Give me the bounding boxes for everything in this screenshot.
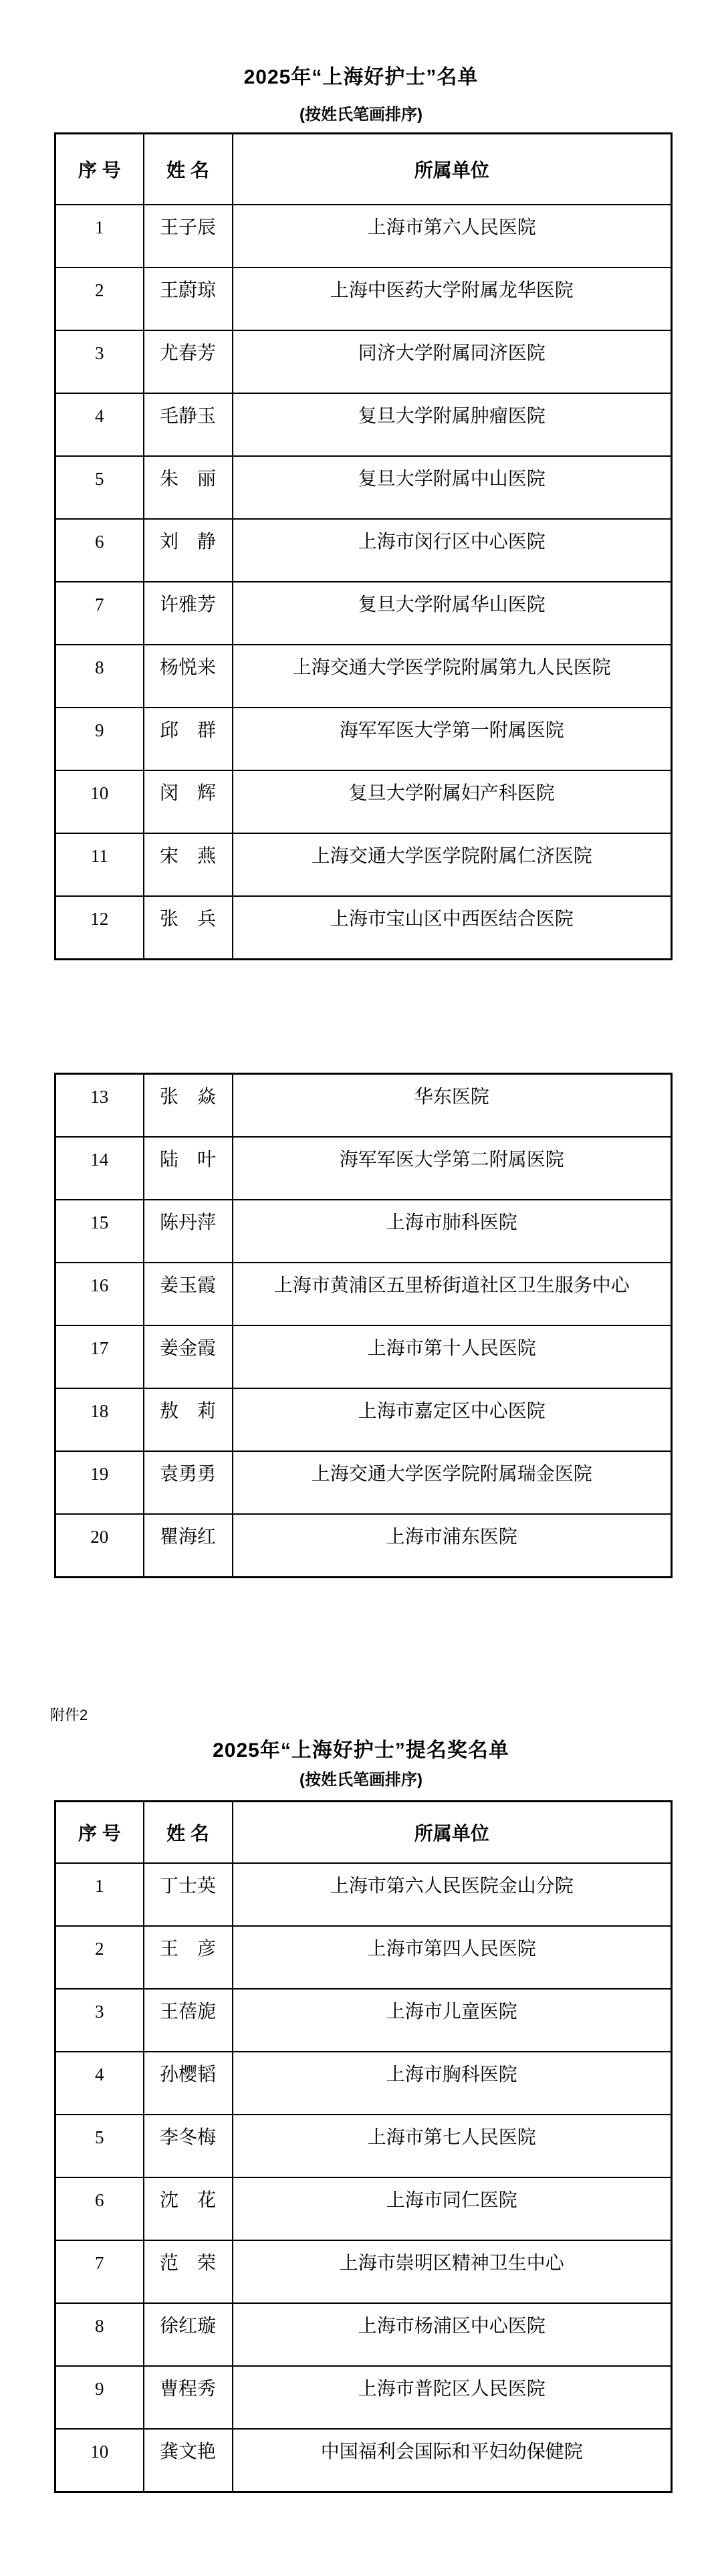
col-header-organization: 所属单位 (233, 134, 672, 205)
table-row (55, 2115, 672, 2177)
nurse-name: 范 荣 (144, 2240, 233, 2303)
nurse-name: 闵 辉 (144, 770, 233, 833)
header-row (55, 134, 672, 205)
table-row (55, 1926, 672, 1989)
col-header-organization: 所属单位 (233, 1802, 672, 1864)
table-row (55, 2366, 672, 2429)
row-index: 6 (55, 519, 144, 582)
table-row (55, 1263, 672, 1325)
organization: 上海市宝山区中西医结合医院 (233, 896, 672, 960)
row-index: 7 (55, 2240, 144, 2303)
row-index: 2 (55, 267, 144, 330)
table-row (55, 330, 672, 393)
nurse-name: 敖 莉 (144, 1388, 233, 1451)
row-index: 4 (55, 2052, 144, 2115)
sort-note-nominees: (按姓氏笔画排序) (299, 1771, 423, 1789)
table-row (55, 2303, 672, 2366)
table-row (55, 1074, 672, 1138)
organization: 中国福利会国际和平妇幼保健院 (233, 2429, 672, 2492)
nurse-name: 刘 静 (144, 519, 233, 582)
table-row (55, 267, 672, 330)
row-index: 8 (55, 2303, 144, 2366)
table-row (55, 1451, 672, 1514)
organization: 上海市第四人民医院 (233, 1926, 672, 1989)
organization: 上海市嘉定区中心医院 (233, 1388, 672, 1451)
organization: 上海市崇明区精神卫生中心 (233, 2240, 672, 2303)
organization: 海军军医大学第一附属医院 (233, 708, 672, 770)
organization: 复旦大学附属华山医院 (233, 582, 672, 645)
row-index: 10 (55, 2429, 144, 2492)
table-row (55, 1514, 672, 1578)
nurse-name: 毛静玉 (144, 393, 233, 456)
nurse-name: 杨悦来 (144, 645, 233, 708)
nurse-name: 王蓓旎 (144, 1989, 233, 2052)
organization: 海军军医大学第二附属医院 (233, 1137, 672, 1200)
col-header-name: 姓 名 (144, 1802, 233, 1864)
organization: 上海市第七人民医院 (233, 2115, 672, 2177)
col-header-name: 姓 名 (144, 134, 233, 205)
organization: 上海市第六人民医院金山分院 (233, 1863, 672, 1926)
table-row (55, 2052, 672, 2115)
row-index: 16 (55, 1263, 144, 1325)
organization: 上海中医药大学附属龙华医院 (233, 267, 672, 330)
table-row (55, 456, 672, 519)
header-row (55, 1802, 672, 1864)
nurse-name: 邱 群 (144, 708, 233, 770)
col-header-index: 序 号 (55, 134, 144, 205)
nominees-table (54, 1800, 673, 2493)
row-index: 14 (55, 1137, 144, 1200)
table-row (55, 1137, 672, 1200)
nurse-name: 曹程秀 (144, 2366, 233, 2429)
organization: 上海市第十人民医院 (233, 1325, 672, 1388)
row-index: 19 (55, 1451, 144, 1514)
table-row (55, 582, 672, 645)
organization: 上海市黄浦区五里桥街道社区卫生服务中心 (233, 1263, 672, 1325)
row-index: 4 (55, 393, 144, 456)
row-index: 8 (55, 645, 144, 708)
organization: 华东医院 (233, 1074, 672, 1138)
nurse-name: 孙樱韬 (144, 2052, 233, 2115)
organization: 上海市普陀区人民医院 (233, 2366, 672, 2429)
organization: 复旦大学附属中山医院 (233, 456, 672, 519)
organization: 上海交通大学医学院附属仁济医院 (233, 833, 672, 896)
row-index: 1 (55, 1863, 144, 1926)
col-header-index: 序 号 (55, 1802, 144, 1864)
awardees-table-page2 (54, 1073, 673, 1578)
nurse-name: 尤春芳 (144, 330, 233, 393)
nurse-name: 姜金霞 (144, 1325, 233, 1388)
row-index: 18 (55, 1388, 144, 1451)
table-row (55, 205, 672, 267)
table-row (55, 708, 672, 770)
table-row (55, 770, 672, 833)
nurse-name: 王子辰 (144, 205, 233, 267)
attachment-label: 附件2 (50, 1707, 88, 1723)
organization: 上海市闵行区中心医院 (233, 519, 672, 582)
table-row (55, 896, 672, 960)
nurse-name: 许雅芳 (144, 582, 233, 645)
nurse-name: 陈丹萍 (144, 1200, 233, 1263)
table-row (55, 2429, 672, 2492)
nurse-name: 王 彦 (144, 1926, 233, 1989)
nurse-name: 张 焱 (144, 1074, 233, 1138)
organization: 复旦大学附属妇产科医院 (233, 770, 672, 833)
table-row (55, 393, 672, 456)
row-index: 20 (55, 1514, 144, 1578)
nurse-name: 李冬梅 (144, 2115, 233, 2177)
nurse-name: 陆 叶 (144, 1137, 233, 1200)
row-index: 5 (55, 2115, 144, 2177)
table-row (55, 1989, 672, 2052)
row-index: 1 (55, 205, 144, 267)
nurse-name: 姜玉霞 (144, 1263, 233, 1325)
organization: 上海交通大学医学院附属第九人民医院 (233, 645, 672, 708)
nurse-name: 沈 花 (144, 2177, 233, 2240)
row-index: 15 (55, 1200, 144, 1263)
organization: 上海市肺科医院 (233, 1200, 672, 1263)
row-index: 6 (55, 2177, 144, 2240)
nurse-name: 徐红璇 (144, 2303, 233, 2366)
organization: 上海交通大学医学院附属瑞金医院 (233, 1451, 672, 1514)
organization: 上海市杨浦区中心医院 (233, 2303, 672, 2366)
organization: 上海市儿童医院 (233, 1989, 672, 2052)
nurse-name: 王蔚琼 (144, 267, 233, 330)
organization: 上海市第六人民医院 (233, 205, 672, 267)
nurse-name: 丁士英 (144, 1863, 233, 1926)
table-row (55, 1200, 672, 1263)
table-row (55, 1388, 672, 1451)
row-index: 9 (55, 708, 144, 770)
organization: 上海市胸科医院 (233, 2052, 672, 2115)
nurse-name: 宋 燕 (144, 833, 233, 896)
row-index: 3 (55, 330, 144, 393)
table-row (55, 645, 672, 708)
table-row (55, 1325, 672, 1388)
row-index: 7 (55, 582, 144, 645)
organization: 上海市浦东医院 (233, 1514, 672, 1578)
document-page (0, 66, 722, 2576)
table-row (55, 833, 672, 896)
row-index: 9 (55, 2366, 144, 2429)
nurse-name: 瞿海红 (144, 1514, 233, 1578)
nurse-name: 龚文艳 (144, 2429, 233, 2492)
table-row (55, 2240, 672, 2303)
row-index: 11 (55, 833, 144, 896)
organization: 上海市同仁医院 (233, 2177, 672, 2240)
organization: 同济大学附属同济医院 (233, 330, 672, 393)
row-index: 12 (55, 896, 144, 960)
awardees-table-page1 (54, 132, 673, 960)
row-index: 3 (55, 1989, 144, 2052)
row-index: 13 (55, 1074, 144, 1138)
table-row (55, 1863, 672, 1926)
row-index: 5 (55, 456, 144, 519)
sort-note-awardees: (按姓氏笔画排序) (299, 106, 423, 124)
row-index: 2 (55, 1926, 144, 1989)
nurse-name: 朱 丽 (144, 456, 233, 519)
list-title-nominees: 2025年“上海好护士”提名奖名单 (213, 1739, 509, 1761)
row-index: 17 (55, 1325, 144, 1388)
nurse-name: 张 兵 (144, 896, 233, 960)
row-index: 10 (55, 770, 144, 833)
nurse-name: 袁勇勇 (144, 1451, 233, 1514)
organization: 复旦大学附属肿瘤医院 (233, 393, 672, 456)
table-row (55, 2177, 672, 2240)
list-title-awardees: 2025年“上海好护士”名单 (243, 66, 479, 88)
table-row (55, 519, 672, 582)
